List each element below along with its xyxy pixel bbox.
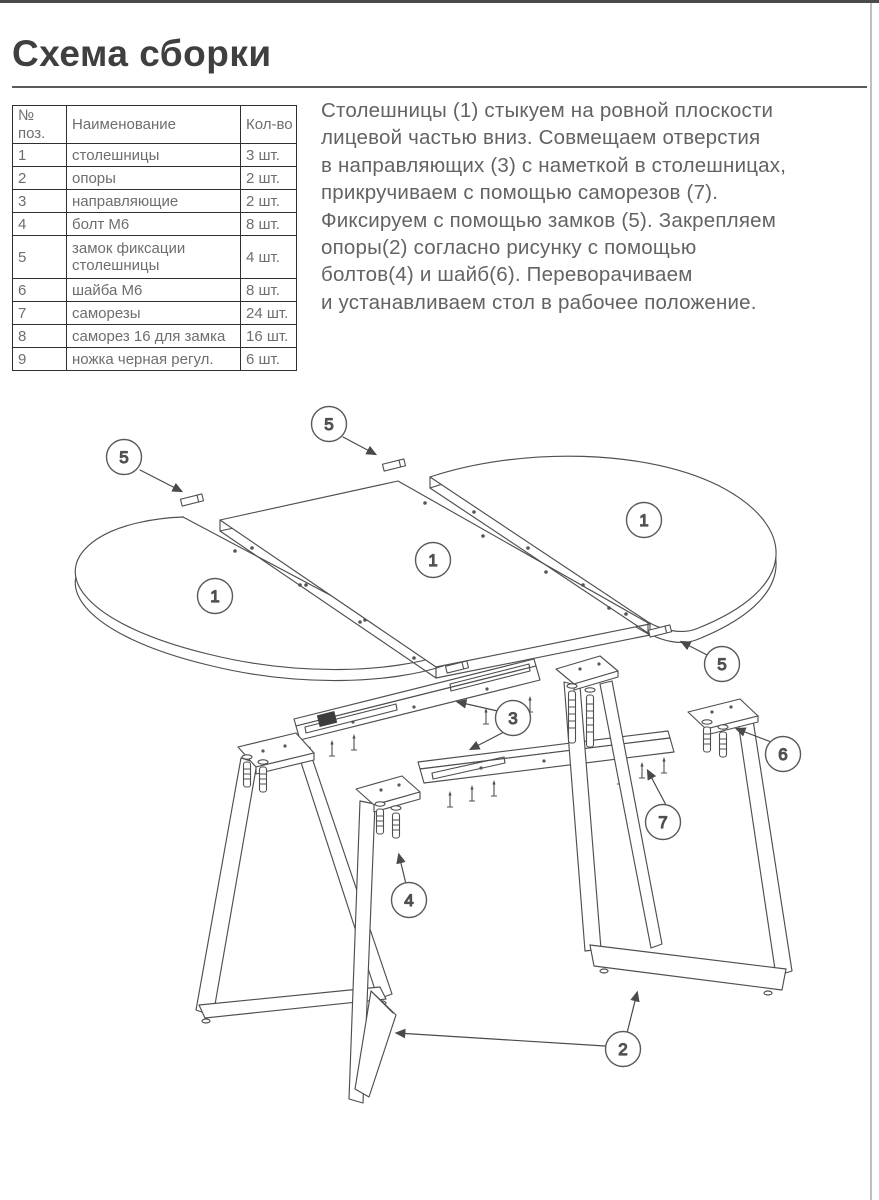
svg-text:5: 5	[717, 655, 727, 674]
instruction-line: в направляющих (3) с наметкой в столешницах,	[321, 153, 787, 177]
callout-5	[312, 407, 347, 442]
bolt-with-washer	[585, 688, 595, 747]
part-qty: 2 шт.	[241, 167, 297, 190]
callout-5	[705, 647, 740, 682]
page-title: Схема сборки	[12, 33, 272, 74]
svg-text:1: 1	[428, 551, 438, 570]
callout-6	[766, 737, 801, 772]
instruction-line: лицевой частью вниз. Совмещаем отверстия	[321, 126, 761, 150]
part-name: столешницы	[67, 144, 241, 167]
svg-text:5: 5	[324, 415, 334, 434]
part-name: направляющие	[67, 190, 241, 213]
callout-4	[392, 883, 427, 918]
part-qty: 8 шт.	[241, 279, 297, 302]
part-name: ножка черная регул.	[67, 348, 241, 371]
leg-middle	[349, 776, 420, 1103]
part-qty: 8 шт.	[241, 213, 297, 236]
part-num: 6	[13, 279, 67, 302]
col-header-qty: Кол-во	[241, 106, 297, 144]
instruction-line: прикручиваем с помощью саморезов (7).	[321, 181, 719, 205]
part-num: 5	[13, 236, 67, 279]
part-num: 8	[13, 325, 67, 348]
callout-1	[627, 503, 662, 538]
part-name: саморез 16 для замка	[67, 325, 241, 348]
svg-text:1: 1	[639, 511, 649, 530]
part-qty: 24 шт.	[241, 302, 297, 325]
bolt-with-washer	[391, 806, 401, 838]
svg-text:1: 1	[210, 587, 220, 606]
rail-2	[418, 731, 674, 807]
part-name: саморезы	[67, 302, 241, 325]
instruction-line: болтов(4) и шайб(6). Переворачиваем	[321, 263, 693, 287]
part-num: 9	[13, 348, 67, 371]
svg-text:5: 5	[119, 448, 129, 467]
callout-1	[198, 579, 233, 614]
svg-text:4: 4	[404, 891, 414, 910]
part-num: 7	[13, 302, 67, 325]
part-name: опоры	[67, 167, 241, 190]
callout-2	[606, 1032, 641, 1067]
bolt-with-washer	[567, 684, 577, 743]
part-qty: 16 шт.	[241, 325, 297, 348]
callout-7	[646, 805, 681, 840]
col-header-num: № поз.	[13, 106, 67, 144]
svg-text:6: 6	[778, 745, 788, 764]
instruction-line: и устанавливаем стол в рабочее положение.	[321, 290, 757, 314]
col-header-name: Наименование	[67, 106, 241, 144]
lock-bar	[180, 494, 203, 506]
svg-text:3: 3	[508, 709, 518, 728]
callout-3	[496, 701, 531, 736]
part-qty: 4 шт.	[241, 236, 297, 279]
part-num: 3	[13, 190, 67, 213]
part-name: замок фиксации столешницы	[67, 236, 241, 279]
callout-5	[107, 440, 142, 475]
svg-text:7: 7	[658, 813, 668, 832]
part-qty: 6 шт.	[241, 348, 297, 371]
lock-bar	[382, 459, 405, 471]
part-num: 4	[13, 213, 67, 236]
instruction-line: Фиксируем с помощью замков (5). Закрепляем	[321, 208, 777, 232]
part-num: 1	[13, 144, 67, 167]
part-num: 2	[13, 167, 67, 190]
part-qty: 2 шт.	[241, 190, 297, 213]
instruction-line: Столешницы (1) стыкуем на ровной плоскости	[321, 99, 774, 122]
callout-1	[416, 543, 451, 578]
part-name: болт М6	[67, 213, 241, 236]
svg-text:2: 2	[618, 1040, 628, 1059]
instruction-line: опоры(2) согласно рисунку с помощью	[321, 236, 697, 260]
part-name: шайба М6	[67, 279, 241, 302]
part-qty: 3 шт.	[241, 144, 297, 167]
